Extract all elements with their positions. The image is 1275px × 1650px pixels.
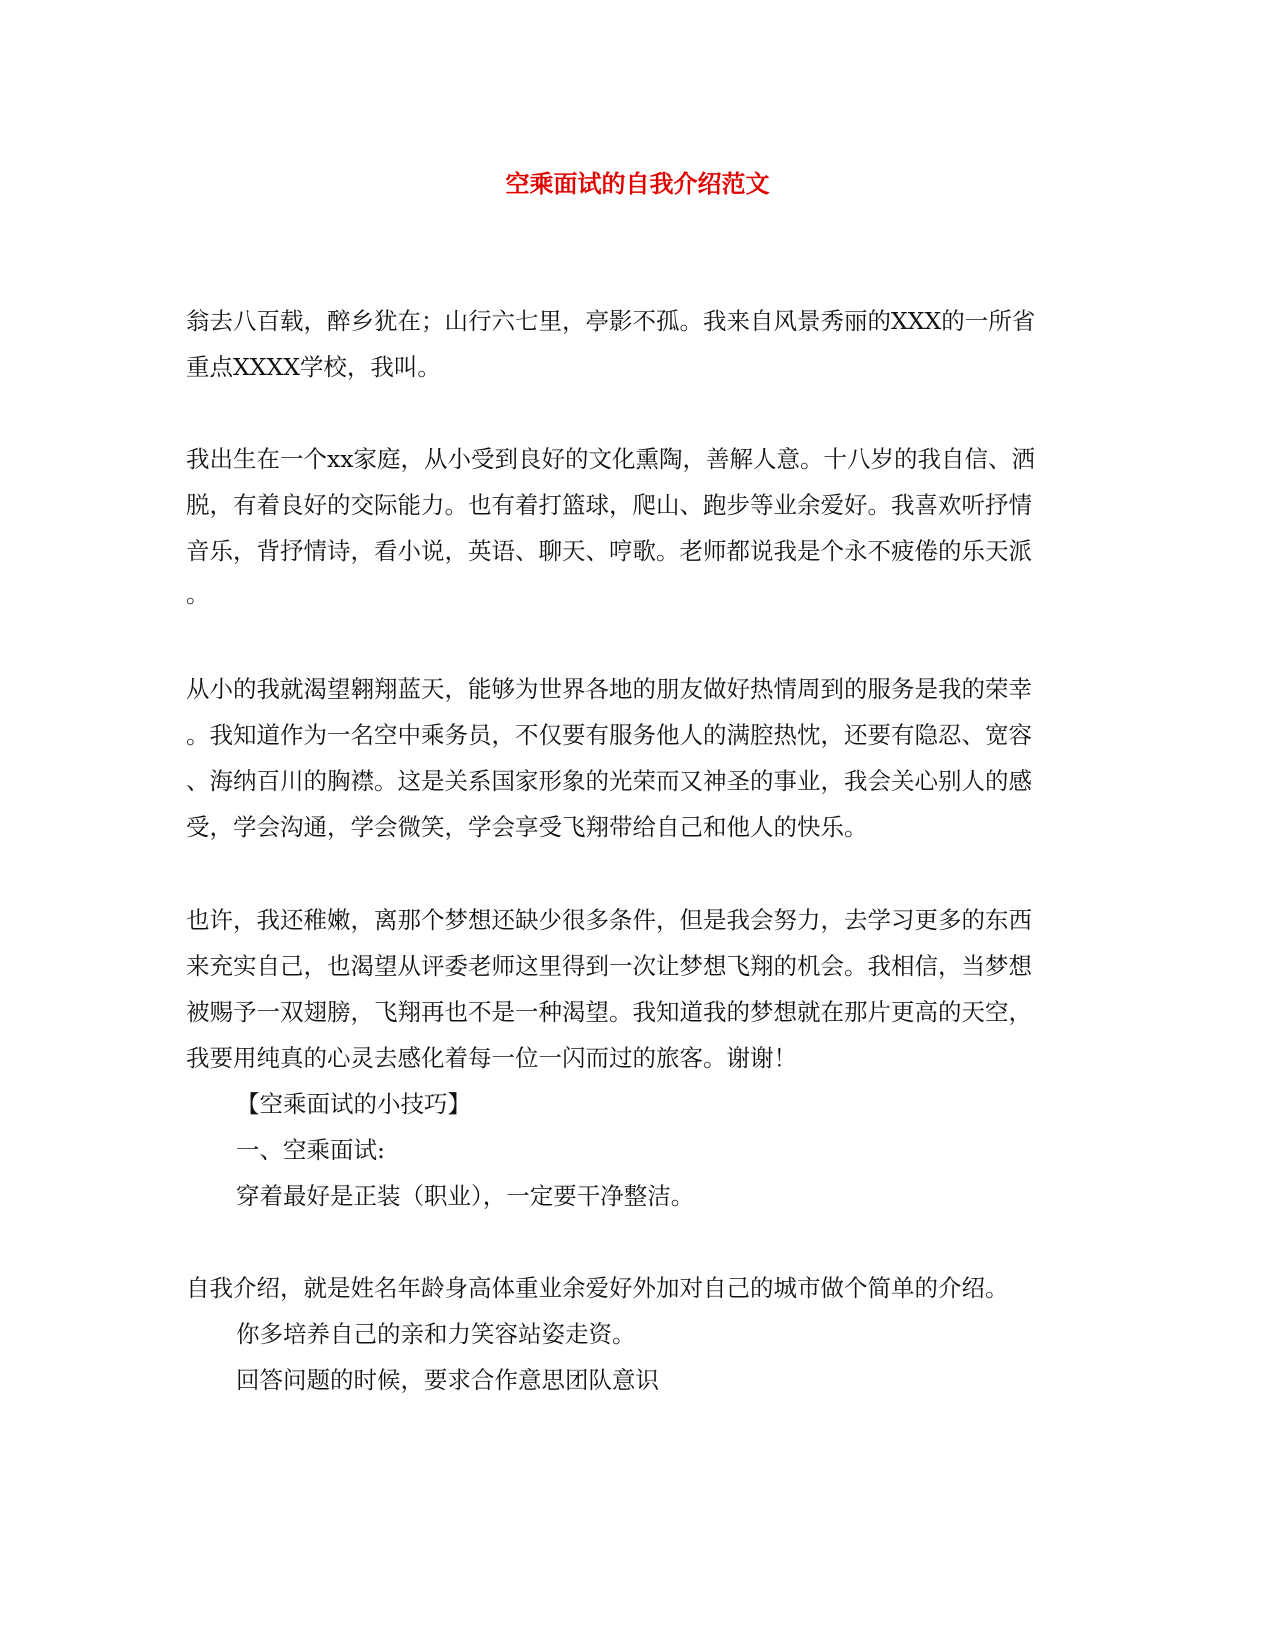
list-item: 穿着最好是正装（职业），一定要干净整洁。 (236, 1182, 695, 1210)
paragraph-line: 脱，有着良好的交际能力。也有着打篮球，爬山、跑步等业余爱好。我喜欢听抒情 (186, 491, 1032, 519)
paragraph-line: 。 (186, 580, 210, 608)
paragraph-line: 受，学会沟通，学会微笑，学会享受飞翔带给自己和他人的快乐。 (186, 813, 868, 841)
section-heading: 【空乘面试的小技巧】 (236, 1090, 471, 1118)
paragraph-line: 、海纳百川的胸襟。这是关系国家形象的光荣而又神圣的事业，我会关心别人的感 (186, 767, 1032, 795)
paragraph-line: 被赐予一双翅膀，飞翔再也不是一种渴望。我知道我的梦想就在那片更高的天空， (186, 998, 1032, 1026)
paragraph-line: 音乐，背抒情诗，看小说，英语、聊天、哼歌。老师都说我是个永不疲倦的乐天派 (186, 537, 1032, 565)
list-item: 回答问题的时候，要求合作意思团队意识 (236, 1366, 659, 1394)
paragraph-line: 从小的我就渴望翱翔蓝天，能够为世界各地的朋友做好热情周到的服务是我的荣幸 (186, 675, 1032, 703)
paragraph-line: 我要用纯真的心灵去感化着每一位一闪而过的旅客。谢谢！ (186, 1044, 797, 1072)
document-title: 空乘面试的自我介绍范文 (505, 169, 770, 198)
list-item: 你多培养自己的亲和力笑容站姿走资。 (236, 1320, 636, 1348)
paragraph-line: 也许，我还稚嫩，离那个梦想还缺少很多条件，但是我会努力，去学习更多的东西 (186, 906, 1032, 934)
paragraph-line: 来充实自己，也渴望从评委老师这里得到一次让梦想飞翔的机会。我相信，当梦想 (186, 952, 1032, 980)
paragraph-line: 重点XXXX学校，我叫。 (186, 353, 441, 381)
paragraph-line: 翁去八百载，醉乡犹在；山行六七里，亭影不孤。我来自风景秀丽的XXX的一所省 (186, 307, 1036, 335)
paragraph-line: 自我介绍，就是姓名年龄身高体重业余爱好外加对自己的城市做个简单的介绍。 (186, 1274, 1009, 1302)
paragraph-line: 我出生在一个xx家庭，从小受到良好的文化熏陶，善解人意。十八岁的我自信、洒 (186, 445, 1036, 473)
paragraph-line: 。我知道作为一名空中乘务员，不仅要有服务他人的满腔热忱，还要有隐忍、宽容 (186, 721, 1032, 749)
list-item: 一、空乘面试: (236, 1136, 385, 1164)
